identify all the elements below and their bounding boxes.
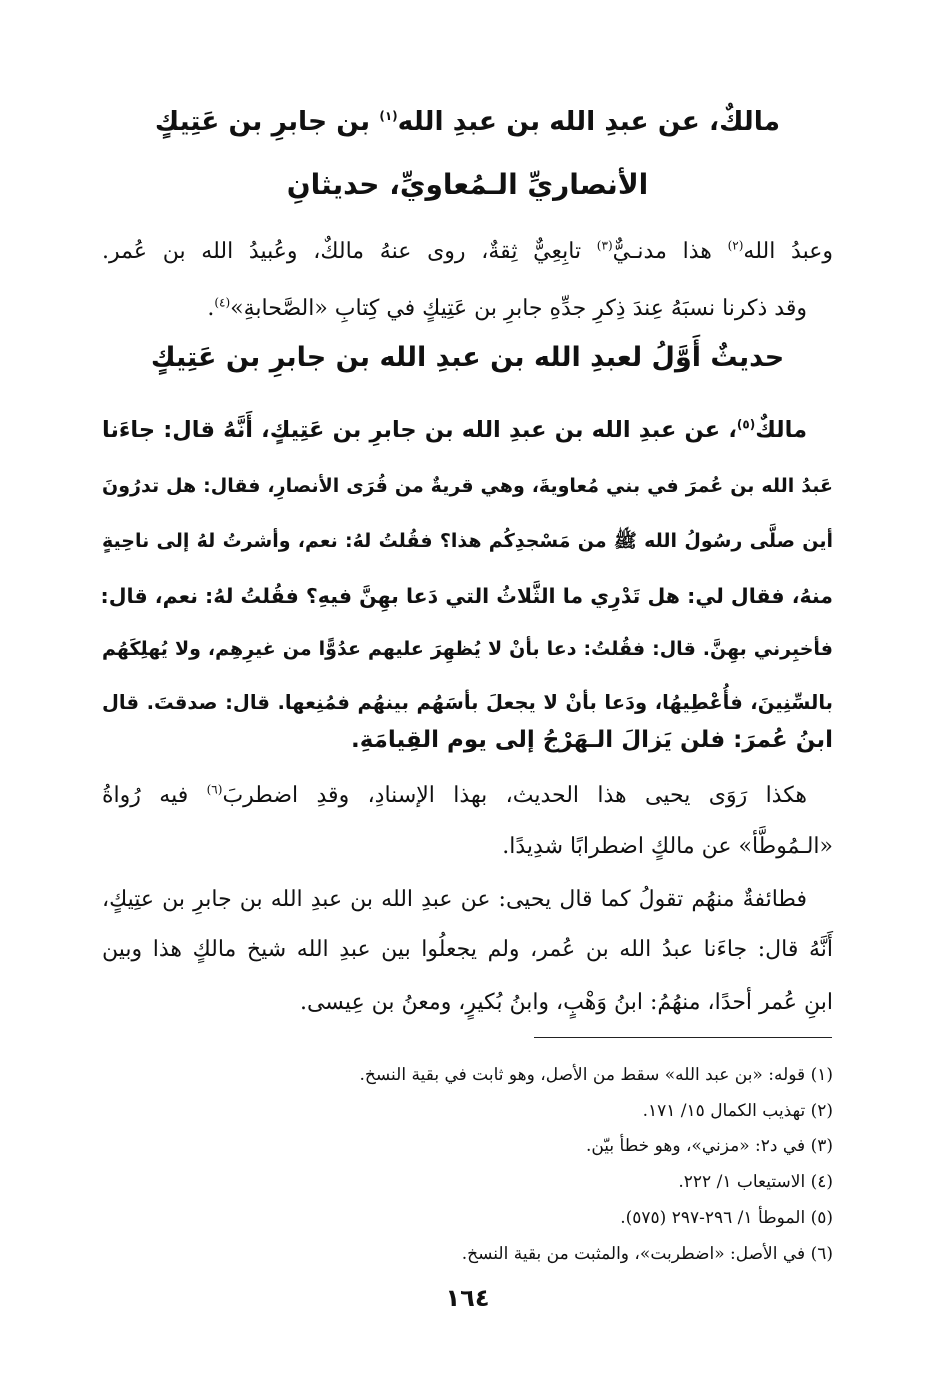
footnote-ref-3: (٣) [596,238,613,253]
intro-line-2 [102,289,807,329]
hadith-text: ، عن عبدِ الله بن عبدِ الله بن جابرِ بن عَتِيكٍ، أَنَّهُ قال: جاءَنا [102,417,737,443]
footnote-separator [534,1037,832,1038]
intro-text: وقد ذكرنا نسبَهُ عِندَ ذِكرِ جدِّهِ جابرِ بن عَتِيكٍ في كِتابِ «الصَّحابةِ» [230,296,807,321]
para1-line-1 [102,776,807,816]
footnote-ref-2: (٢) [727,238,744,253]
footnote-2: (٢) تهذيب الكمال ١٥/ ١٧١. [642,1101,833,1121]
footnote-1: (١) قوله: «بن عبد الله» سقط من الأصل، وهو ثابت في بقية النسخ. [359,1065,833,1085]
hadith-line-6: بالسِّنِينَ، فأُعْطِيهُا، ودَعا بأنْ لا يجعلَ بأسَهُم بينهُم فمُنِعها. قال: صدقتَ. قال [102,691,833,714]
chapter-heading-line-2: الأنصاريِّ الـمُعاويِّ، حديثانِ [286,168,649,201]
footnote-ref-6: (٦) [206,782,223,797]
heading-text: بن جابرِ بن عَتِيكٍ [154,106,380,137]
hadith-text: مالكٌ [755,417,807,443]
hadith-line-1 [102,410,807,450]
intro-text: . [207,296,215,321]
footnote-4: (٤) الاستيعاب ١/ ٢٢٢. [678,1172,833,1192]
para-text: فيه رُواةُ [102,783,207,808]
hadith-line-2: عَبدُ الله بن عُمرَ في بني مُعاويةَ، وهي قريةٌ من قُرَى الأنصارِ، فقال: هل تدرُونَ [102,475,833,497]
intro-text: تابِعِيٌّ ثِقةٌ، روى عنهُ مالكٌ، وعُبيدُ الله بن عُمر. [102,239,597,264]
intro-text: وعبدُ الله [743,239,833,264]
footnote-3: (٣) في د٢: «مزني»، وهو خطأ بيّن. [585,1136,833,1156]
footnote-ref-4: (٤) [214,295,231,310]
hadith-line-5: فأخبِرني بهِنَّ. قال: فقُلتُ: دعا بأنْ لا يُظهِرَ عليهم عدُوًّا من غيرِهِم، ولا يُهلِكَهُم [102,638,833,660]
para2-line-1: فطائفةٌ منهُم تقولُ كما قال يحيى: عن عبدِ الله بن عبدِ الله بن جابرِ بن عتِيكٍ، [102,887,807,912]
para-text: هكذا رَوَى يحيى هذا الحديث، بهذا الإسنادِ، وقدِ اضطربَ [222,783,807,808]
para2-line-2: أَنَّهُ قال: جاءَنا عبدُ الله بن عُمر، ولم يجعلُوا بين عبدِ الله شيخ مالكٍ هذا وبين [102,937,833,962]
para1-line-2: «الـمُوطَّأ» عن مالكٍ اضطرابًا شدِيدًا. [502,834,833,859]
chapter-heading-line-1 [150,106,785,137]
hadith-line-7: ابنُ عُمرَ: فلن يَزالَ الـهَرْجُ إلى يوم القِيامَةِ. [350,727,833,753]
page-number: ١٦٤ [445,1284,490,1312]
footnote-ref-1: (١) [379,109,398,124]
hadith-line-4: منهُ، فقال لي: هل تَدْرِي ما الثَّلاثُ التي دَعا بهِنَّ فيهِ؟ فقُلتُ لهُ: نعم، قال: [100,584,833,608]
intro-text: هذا مدنـيٌّ [612,239,728,264]
intro-line-1 [102,232,833,272]
hadith-heading: حديثٌ أَوَّلُ لعبدِ الله بن عبدِ الله بن جابرِ بن عَتِيكٍ [150,342,785,373]
footnote-ref-5: (٥) [736,417,756,432]
para2-line-3: ابنِ عُمر أحدًا، منهُمُ: ابنُ وَهْبٍ، وابنُ بُكيرٍ، ومعنُ بن عِيسى. [299,990,833,1015]
footnote-5: (٥) الموطأ ١/ ٢٩٦-٢٩٧ (٥٧٥). [620,1208,833,1228]
heading-text: مالكٌ، عن عبدِ الله بن عبدِ الله [397,106,781,137]
footnote-6: (٦) في الأصل: «اضطربت»، والمثبت من بقية النسخ. [461,1244,833,1264]
hadith-line-3: أين صلَّى رسُولُ الله ﷺ من مَسْجدِكُم هذا؟ فقُلتُ لهُ: نعم، وأشرتُ لهُ إلى ناحِيةٍ [102,530,833,552]
